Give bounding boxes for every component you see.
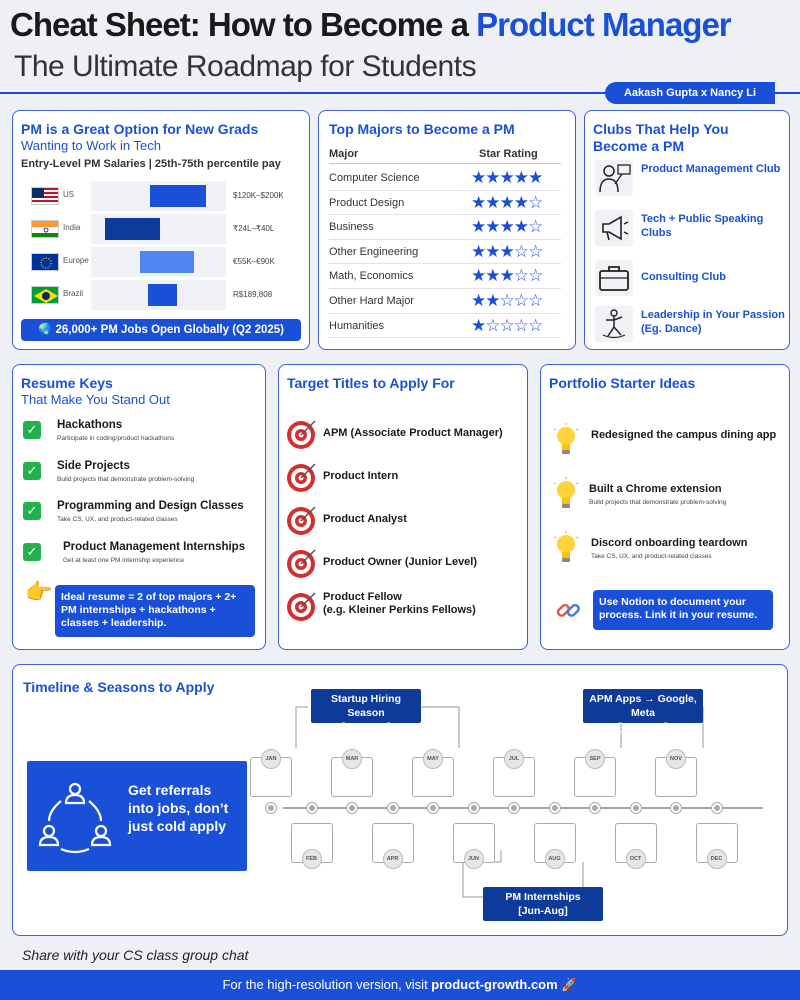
us-flag-icon (31, 187, 59, 205)
club-item (595, 257, 790, 299)
month-label: MAR (342, 749, 362, 769)
target-icon (285, 460, 319, 494)
portfolio-item (551, 477, 791, 517)
megaphone-icon (595, 210, 633, 246)
salary-bar (140, 251, 194, 273)
major-name: Computer Science (329, 172, 420, 184)
target-title-item (285, 589, 515, 625)
star-rating: ★★★★☆ (471, 217, 543, 237)
target-icon (285, 589, 319, 623)
salary-bar (148, 284, 178, 306)
timeline-dot (307, 803, 317, 813)
major-name: Humanities (329, 319, 385, 332)
timeline-dot (631, 803, 641, 813)
major-name: Math, Economics (329, 270, 414, 283)
salary-track (91, 247, 226, 277)
apm-season-label: APM Apps → Google, Meta [Sep-Nov] (583, 689, 703, 723)
month-label: JAN (261, 749, 281, 769)
star-rating: ★★★☆☆ (471, 241, 543, 261)
resume-key-desc: Get at least one PM internship experience (63, 557, 185, 564)
link-icon (553, 595, 583, 630)
lightbulb-icon (551, 477, 581, 513)
resume-title-line2: That Make You Stand Out (21, 392, 170, 407)
month-label: SEP (585, 749, 605, 769)
target-icon (285, 503, 319, 537)
portfolio-item-title: Discord onboarding teardown (591, 537, 748, 549)
major-name: Other Hard Major (329, 295, 414, 307)
clubs-card (584, 110, 790, 350)
resume-key-title: Product Management Internships (63, 541, 246, 553)
target-title-label: Product Analyst (323, 513, 407, 525)
lightbulb-icon (551, 423, 581, 459)
resume-key-desc: Participate in coding/product hackathons (57, 435, 175, 442)
lightbulb-icon (551, 531, 581, 567)
major-row (329, 289, 561, 314)
salary-country: Brazil (63, 289, 84, 298)
month-label: DEC (707, 849, 727, 869)
clubs-title: Clubs That Help You Become a PM (593, 121, 729, 154)
portfolio-title: Portfolio Starter Ideas (549, 375, 696, 391)
major-name: Business (329, 221, 374, 234)
referral-text: Get referrals into jobs, don’t just cold apply (128, 782, 229, 834)
club-item (595, 207, 790, 249)
major-row (329, 215, 561, 240)
resume-key-desc: Build projects that demonstrate problem-solving (57, 476, 195, 483)
salary-country: India (63, 223, 81, 232)
page-subtitle: The Ultimate Roadmap for Students (14, 50, 477, 83)
presenter-icon (595, 160, 633, 196)
major-row (329, 191, 561, 216)
jobs-banner: 🌏 26,000+ PM Jobs Open Globally (Q2 2025) (21, 319, 301, 341)
star-rating: ★☆☆☆☆ (471, 315, 543, 335)
majors-col-major: Major (329, 148, 359, 160)
month-label: FEB (302, 849, 322, 869)
timeline-dot (347, 803, 357, 813)
month-label: JUL (504, 749, 524, 769)
salary-subtitle: Entry-Level PM Salaries | 25th-75th percentile pay (21, 158, 281, 170)
salary-title: PM is a Great Option for New Grads (21, 121, 259, 137)
month-label: MAY (423, 749, 443, 769)
timeline-dot (509, 803, 519, 813)
check-icon: ✓ (23, 543, 41, 561)
major-name: Product Design (329, 196, 405, 209)
ideal-resume-box: Ideal resume = 2 of top majors + 2+ PM internships + hackathons + classes + leadership. (55, 585, 255, 637)
portfolio-item (551, 423, 791, 463)
briefcase-icon (595, 260, 633, 296)
target-title-label: Product Fellow (e.g. Kleiner Perkins Fellows) (323, 591, 476, 616)
footer-link[interactable]: product-growth.com (431, 977, 558, 992)
target-title-item (285, 503, 515, 539)
star-rating: ★★★☆☆ (471, 266, 543, 286)
internship-season-label: PM Internships [Jun-Aug] (483, 887, 603, 921)
startup-season-label: Startup Hiring Season [Jan-May] (311, 689, 421, 723)
month-label: JUN (464, 849, 484, 869)
majors-col-rating: Star Rating (479, 148, 538, 160)
brazil-flag-icon (31, 286, 59, 304)
salary-bar (150, 185, 205, 207)
major-row (329, 240, 561, 265)
timeline-dot (428, 803, 438, 813)
resume-card (12, 364, 266, 650)
target-title-item (285, 417, 515, 453)
target-title-item (285, 546, 515, 582)
timeline-dot (550, 803, 560, 813)
portfolio-item (551, 531, 791, 571)
check-icon: ✓ (23, 421, 41, 439)
timeline-dot (388, 803, 398, 813)
notion-tip-box: Use Notion to document your process. Link it in your resume. (593, 590, 773, 630)
majors-card (318, 110, 576, 350)
salary-row (31, 280, 311, 310)
dancer-icon (595, 306, 633, 342)
club-item (595, 303, 790, 345)
target-title-label: APM (Associate Product Manager) (323, 427, 503, 439)
salary-track (91, 214, 226, 244)
page-title: Cheat Sheet: How to Become a Product Manager (10, 6, 731, 43)
majors-header-divider (329, 163, 561, 164)
timeline-card (12, 664, 788, 936)
globe-icon: 🌏 (37, 324, 56, 336)
target-icon (285, 546, 319, 580)
star-rating: ★★★★★ (471, 168, 543, 187)
salary-track (91, 280, 226, 310)
referral-box (27, 761, 247, 871)
portfolio-item-desc: Take CS, UX, and product-related classes (591, 553, 712, 560)
footer-banner[interactable] (0, 970, 800, 1000)
portfolio-card (540, 364, 790, 650)
check-icon: ✓ (23, 502, 41, 520)
resume-key-desc: Take CS, UX, and product-related classes (57, 516, 178, 523)
resume-title: Resume Keys (21, 375, 113, 391)
major-name: Other Engineering (329, 245, 419, 258)
timeline-dot (469, 803, 479, 813)
pointing-hand-icon: 👉 (25, 579, 53, 604)
target-icon (285, 417, 319, 451)
portfolio-item-title: Redesigned the campus dining app (591, 429, 777, 441)
salary-row (31, 214, 311, 244)
eu-flag-icon (31, 253, 59, 271)
resume-key-title: Hackathons (57, 419, 123, 431)
month-label: OCT (626, 849, 646, 869)
timeline-title: Timeline & Seasons to Apply (23, 679, 215, 695)
salary-track (91, 181, 226, 211)
check-icon: ✓ (23, 462, 41, 480)
month-label: AUG (545, 849, 565, 869)
timeline-dot (671, 803, 681, 813)
salary-range: €55K–€90K (233, 257, 275, 266)
majors-title: Top Majors to Become a PM (329, 121, 515, 137)
rocket-icon: 🚀 (561, 977, 578, 992)
salary-bar (105, 218, 160, 240)
salary-row (31, 181, 311, 211)
salary-card (12, 110, 310, 350)
salary-range: $120K–$200K (233, 191, 284, 200)
salary-row (31, 247, 311, 277)
salary-country: US (63, 190, 75, 199)
target-title-label: Product Owner (Junior Level) (323, 556, 478, 568)
club-item (595, 157, 790, 199)
portfolio-item-title: Built a Chrome extension (589, 483, 722, 495)
salary-range: R$189,808 (233, 290, 273, 299)
major-row (329, 264, 561, 289)
club-label: Consulting Club (641, 271, 726, 283)
salary-title-line2: Wanting to Work in Tech (21, 138, 161, 153)
resume-key-title: Programming and Design Classes (57, 500, 244, 512)
resume-key-title: Side Projects (57, 460, 130, 472)
targets-card (278, 364, 528, 650)
share-text: Share with your CS class group chat (22, 947, 249, 963)
targets-title: Target Titles to Apply For (287, 375, 455, 391)
portfolio-item-desc: Build projects that demonstrate problem-solving (589, 499, 727, 506)
india-flag-icon (31, 220, 59, 238)
timeline-dot (266, 803, 276, 813)
major-row (329, 166, 561, 191)
major-row (329, 314, 561, 339)
month-label: APR (383, 849, 403, 869)
club-label: Tech + Public Speaking Clubs (641, 213, 764, 239)
network-icon (35, 775, 115, 855)
salary-country: Europe (63, 256, 89, 265)
timeline-dot (590, 803, 600, 813)
target-title-item (285, 460, 515, 496)
target-title-label: Product Intern (323, 470, 399, 482)
month-label: NOV (666, 749, 686, 769)
salary-range: ₹24L–₹40L (233, 224, 275, 233)
star-rating: ★★☆☆☆ (471, 291, 543, 310)
author-badge: Aakash Gupta x Nancy Li (605, 82, 775, 104)
star-rating: ★★★★☆ (471, 192, 543, 212)
timeline-dot (712, 803, 722, 813)
footer-text: For the high-resolution version, visit (222, 977, 432, 992)
club-label: Leadership in Your Passion (Eg. Dance) (641, 309, 785, 335)
club-label: Product Management Club (641, 163, 781, 175)
